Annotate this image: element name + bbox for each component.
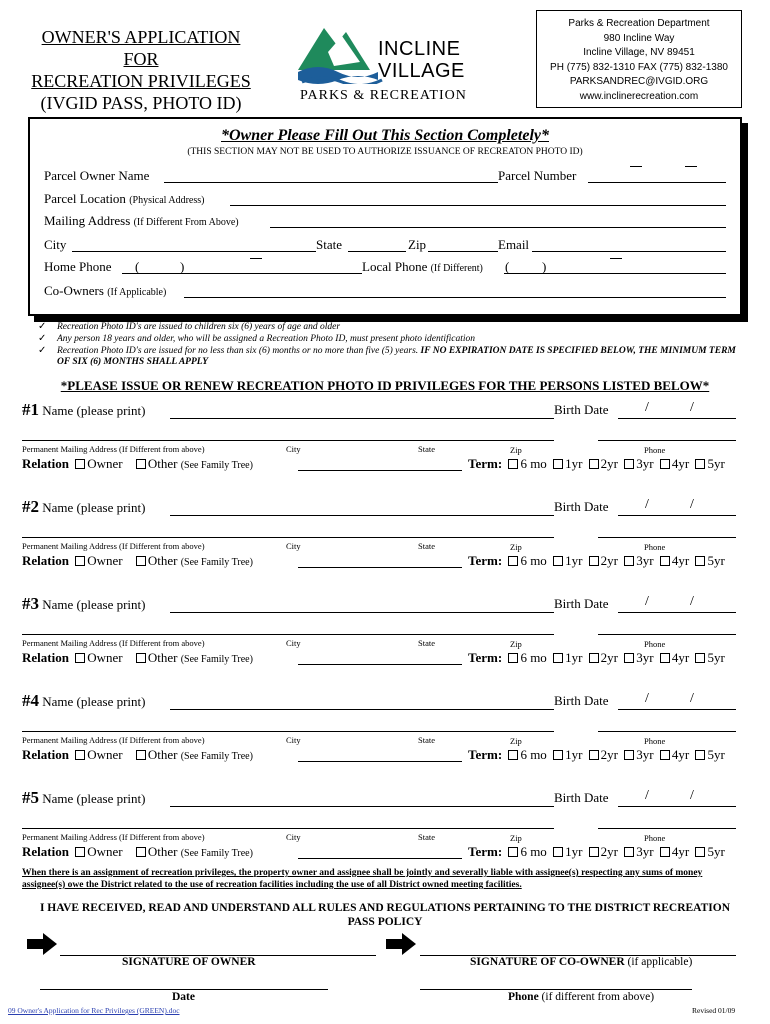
term-option-label: 1yr — [565, 650, 583, 665]
mailing-address-field[interactable] — [22, 828, 554, 829]
coowners-field[interactable] — [184, 297, 726, 298]
birth-date-slash: / — [690, 691, 694, 706]
relation-row — [22, 456, 253, 472]
term-option-label: 2yr — [600, 747, 618, 762]
acknowledgement-text: I HAVE RECEIVED, READ AND UNDERSTAND ALL RULES AND REGULATIONS PERTAINING TO THE DISTRICT RECREATION PASS POLICY — [39, 902, 731, 928]
state-label: State — [418, 832, 435, 842]
relation-label: Relation — [22, 747, 69, 762]
owner-label: Owner — [87, 650, 123, 665]
term-option-label: 6 mo — [520, 844, 547, 859]
person-name-label: #1 Name (please print) — [22, 400, 146, 419]
term-row — [468, 456, 725, 472]
term-option-label: 3yr — [636, 844, 654, 859]
term-checkbox[interactable] — [553, 847, 563, 857]
phone-dash — [250, 258, 262, 259]
term-row — [468, 747, 725, 763]
home-phone-field[interactable] — [122, 273, 362, 274]
term-checkbox[interactable] — [695, 459, 705, 469]
term-checkbox[interactable] — [589, 556, 599, 566]
birth-date-slash: / — [645, 594, 649, 609]
birth-date-slash: / — [690, 788, 694, 803]
person-name-field[interactable] — [170, 612, 554, 613]
mailing-address-label: Mailing Address (If Different From Above) — [44, 213, 239, 228]
home-phone-paren-close: ) — [180, 259, 185, 274]
phone-field[interactable] — [598, 537, 736, 538]
zip-label: Zip — [510, 639, 522, 649]
other-label: Other — [147, 844, 178, 859]
term-option-label: 5yr — [707, 650, 725, 665]
owner-checkbox[interactable] — [75, 847, 85, 857]
person-name-field[interactable] — [170, 709, 554, 710]
birth-date-label: Birth Date — [554, 790, 609, 805]
title-line-2: FOR — [123, 49, 159, 69]
other-checkbox[interactable] — [136, 653, 146, 663]
check-icon: ✓ — [38, 321, 47, 332]
birth-date-slash: / — [690, 594, 694, 609]
term-row — [468, 650, 725, 666]
owner-label: Owner — [87, 456, 123, 471]
coowners-label: Co-Owners (If Applicable) — [44, 283, 167, 298]
local-phone-label: Local Phone (If Different) — [362, 259, 483, 274]
title-line-1: OWNER'S APPLICATION — [41, 27, 241, 47]
term-option-label: 6 mo — [520, 650, 547, 665]
person-name-label: #4 Name (please print) — [22, 691, 146, 710]
term-option-label: 5yr — [707, 456, 725, 471]
birth-date-slash: / — [645, 400, 649, 415]
phone-field[interactable] — [598, 828, 736, 829]
owner-checkbox[interactable] — [75, 653, 85, 663]
footer-filename: 09 Owner's Application for Rec Privileges (GREEN).doc — [8, 1006, 180, 1015]
form-title — [0, 26, 282, 116]
term-option-label: 5yr — [707, 844, 725, 859]
parcel-owner-label: Parcel Owner Name — [44, 168, 150, 183]
relation-label: Relation — [22, 844, 69, 859]
phone-field[interactable] — [420, 989, 692, 990]
parcel-number-label: Parcel Number — [498, 168, 577, 183]
term-checkbox[interactable] — [695, 847, 705, 857]
coowner-signature-label: SIGNATURE OF CO-OWNER (if applicable) — [470, 956, 693, 968]
term-checkbox[interactable] — [660, 653, 670, 663]
term-checkbox[interactable] — [508, 556, 518, 566]
other-label: Other — [147, 553, 178, 568]
term-checkbox[interactable] — [624, 459, 634, 469]
birth-date-field[interactable] — [618, 612, 736, 613]
term-checkbox[interactable] — [589, 653, 599, 663]
phone-field[interactable] — [598, 634, 736, 635]
owner-checkbox[interactable] — [75, 556, 85, 566]
state-label: State — [418, 541, 435, 551]
term-option-label: 6 mo — [520, 747, 547, 762]
birth-date-label: Birth Date — [554, 499, 609, 514]
local-phone-paren-close: ) — [542, 259, 547, 274]
parcel-number-field[interactable] — [588, 182, 726, 183]
contact-line: Parks & Recreation Department — [568, 18, 710, 29]
mailing-address-label: Permanent Mailing Address (If Different from above) — [22, 735, 205, 745]
term-option-label: 4yr — [671, 456, 690, 471]
owner-label: Owner — [87, 553, 123, 568]
birth-date-label: Birth Date — [554, 693, 609, 708]
contact-line: PH (775) 832-1310 FAX (775) 832-1380 — [550, 61, 728, 73]
city-label: City — [286, 444, 301, 454]
owner-label: Owner — [87, 747, 123, 762]
term-option-label: 2yr — [600, 456, 618, 471]
home-phone-paren-open: ( — [135, 259, 140, 274]
other-note: (See Family Tree) — [180, 557, 253, 568]
term-option-label: 5yr — [707, 747, 725, 762]
other-note: (See Family Tree) — [180, 460, 253, 471]
arrow-right-icon — [27, 933, 57, 955]
birth-date-field[interactable] — [618, 806, 736, 807]
phone-label: Phone — [644, 736, 666, 746]
term-checkbox[interactable] — [553, 556, 563, 566]
mailing-address-label: Permanent Mailing Address (If Different from above) — [22, 832, 205, 842]
term-checkbox[interactable] — [695, 750, 705, 760]
owner-label: Owner — [87, 844, 123, 859]
state-field[interactable] — [348, 251, 406, 252]
city-field[interactable] — [72, 251, 316, 252]
mailing-address-field[interactable] — [270, 227, 726, 228]
parcel-number-dash — [630, 166, 642, 167]
check-icon: ✓ — [38, 345, 47, 356]
phone-label: Phone — [644, 833, 666, 843]
note-line-1: Recreation Photo ID's are issued to children six (6) years of age and older — [57, 322, 341, 332]
term-label: Term: — [468, 553, 503, 568]
term-checkbox[interactable] — [553, 750, 563, 760]
owner-section-subheading: (THIS SECTION MAY NOT BE USED TO AUTHORIZE ISSUANCE OF RECREATON PHOTO ID) — [187, 147, 583, 157]
contact-email: PARKSANDREC@IVGID.ORG — [569, 76, 709, 87]
state-label: State — [418, 638, 435, 648]
term-checkbox[interactable] — [695, 653, 705, 663]
phone-label: Phone — [644, 639, 666, 649]
contact-line: 980 Incline Way — [603, 32, 675, 44]
term-option-label: 3yr — [636, 650, 654, 665]
term-checkbox[interactable] — [553, 653, 563, 663]
owner-signature-label: SIGNATURE OF OWNER — [122, 956, 256, 968]
term-option-label: 1yr — [565, 553, 583, 568]
relation-label: Relation — [22, 553, 69, 568]
term-checkbox[interactable] — [589, 847, 599, 857]
home-phone-label: Home Phone — [44, 259, 112, 274]
assignment-note: When there is an assignment of recreation privileges, the property owner and assignee shall be jointly and severally liable with assignee(s) respecting any sums of money assignee(s) owe the District related to the use of recreation facilities including the use of all District owned meeting facilities. — [22, 868, 703, 890]
other-checkbox[interactable] — [136, 556, 146, 566]
local-phone-field[interactable] — [504, 273, 726, 274]
mountain-logo-icon — [298, 22, 388, 84]
date-label: Date — [172, 991, 195, 1003]
term-option-label: 1yr — [565, 844, 583, 859]
logo-text-incline: INCLINE — [378, 38, 461, 60]
email-label: Email — [498, 237, 530, 252]
term-option-label: 3yr — [636, 747, 654, 762]
note-line-3: Recreation Photo ID's are issued for no less than six (6) months or no more than five (5) years. IF NO EXPIRATION DATE IS SPECIFIED BELOW, THE MINIMUM TERM OF SIX (6) MONTHS SHALL APPLY — [57, 346, 736, 367]
term-option-label: 3yr — [636, 553, 654, 568]
parcel-number-dash — [685, 166, 697, 167]
other-note: (See Family Tree) — [180, 654, 253, 665]
check-icon: ✓ — [38, 333, 47, 344]
zip-field[interactable] — [428, 251, 498, 252]
person-name-label: #2 Name (please print) — [22, 497, 146, 516]
city-label: City — [286, 638, 301, 648]
mailing-address-field[interactable] — [22, 731, 554, 732]
relation-row — [22, 650, 253, 666]
term-checkbox[interactable] — [660, 847, 670, 857]
contact-info-box — [536, 10, 742, 108]
phone-dash — [610, 258, 622, 259]
term-option-label: 4yr — [671, 747, 690, 762]
state-label: State — [418, 444, 435, 454]
other-label: Other — [147, 456, 178, 471]
term-label: Term: — [468, 456, 503, 471]
mailing-address-label: Permanent Mailing Address (If Different from above) — [22, 444, 205, 454]
term-checkbox[interactable] — [660, 750, 670, 760]
city-label: City — [286, 541, 301, 551]
zip-label: Zip — [408, 237, 427, 252]
birth-date-field[interactable] — [618, 418, 736, 419]
term-checkbox[interactable] — [553, 459, 563, 469]
phone-field[interactable] — [598, 440, 736, 441]
relation-label: Relation — [22, 456, 69, 471]
birth-date-label: Birth Date — [554, 402, 609, 417]
term-label: Term: — [468, 650, 503, 665]
birth-date-slash: / — [645, 691, 649, 706]
birth-date-slash: / — [690, 400, 694, 415]
city-label: City — [44, 237, 67, 252]
city-label: City — [286, 832, 301, 842]
local-phone-paren-open: ( — [505, 259, 510, 274]
term-checkbox[interactable] — [589, 459, 599, 469]
term-checkbox[interactable] — [508, 847, 518, 857]
relation-label: Relation — [22, 650, 69, 665]
footer-revised: Revised 01/09 — [692, 1006, 736, 1015]
term-option-label: 2yr — [600, 553, 618, 568]
term-checkbox[interactable] — [508, 653, 518, 663]
zip-label: Zip — [510, 445, 522, 455]
other-relation-field[interactable] — [298, 470, 462, 471]
owner-checkbox[interactable] — [75, 459, 85, 469]
mailing-address-field[interactable] — [22, 634, 554, 635]
mailing-address-field[interactable] — [22, 537, 554, 538]
person-name-label: #5 Name (please print) — [22, 788, 146, 807]
city-label: City — [286, 735, 301, 745]
term-label: Term: — [468, 844, 503, 859]
other-relation-field[interactable] — [298, 858, 462, 859]
term-checkbox[interactable] — [624, 750, 634, 760]
relation-row — [22, 844, 253, 860]
birth-date-slash: / — [645, 788, 649, 803]
email-field[interactable] — [532, 251, 726, 252]
term-checkbox[interactable] — [624, 847, 634, 857]
title-line-4: (IVGID PASS, PHOTO ID) — [40, 93, 242, 113]
persons-heading: *PLEASE ISSUE OR RENEW RECREATION PHOTO ID PRIVILEGES FOR THE PERSONS LISTED BELOW* — [60, 378, 710, 393]
other-label: Other — [147, 747, 178, 762]
other-note: (See Family Tree) — [180, 848, 253, 859]
mailing-address-label: Permanent Mailing Address (If Different from above) — [22, 541, 205, 551]
term-option-label: 6 mo — [520, 456, 547, 471]
birth-date-field[interactable] — [618, 709, 736, 710]
phone-field[interactable] — [598, 731, 736, 732]
term-option-label: 4yr — [671, 553, 690, 568]
term-option-label: 4yr — [671, 650, 690, 665]
term-checkbox[interactable] — [695, 556, 705, 566]
parcel-owner-field[interactable] — [164, 182, 498, 183]
birth-date-slash: / — [645, 497, 649, 512]
term-option-label: 1yr — [565, 747, 583, 762]
term-option-label: 6 mo — [520, 553, 547, 568]
other-relation-field[interactable] — [298, 567, 462, 568]
birth-date-label: Birth Date — [554, 596, 609, 611]
zip-label: Zip — [510, 833, 522, 843]
term-checkbox[interactable] — [508, 459, 518, 469]
term-label: Term: — [468, 747, 503, 762]
date-field[interactable] — [40, 989, 328, 990]
term-option-label: 4yr — [671, 844, 690, 859]
term-option-label: 5yr — [707, 553, 725, 568]
birth-date-slash: / — [690, 497, 694, 512]
contact-line: Incline Village, NV 89451 — [583, 47, 695, 58]
term-checkbox[interactable] — [589, 750, 599, 760]
other-checkbox[interactable] — [136, 750, 146, 760]
relation-row — [22, 553, 253, 569]
logo-tagline: PARKS & RECREATION — [300, 88, 467, 103]
incline-village-logo — [298, 20, 473, 106]
other-checkbox[interactable] — [136, 459, 146, 469]
arrow-right-icon — [386, 933, 416, 955]
term-option-label: 1yr — [565, 456, 583, 471]
term-row — [468, 844, 725, 860]
logo-text-village: VILLAGE — [378, 60, 465, 82]
term-row — [468, 553, 725, 569]
person-name-field[interactable] — [170, 515, 554, 516]
phone-label: Phone (if different from above) — [508, 991, 655, 1003]
title-line-3: RECREATION PRIVILEGES — [31, 71, 251, 91]
other-note: (See Family Tree) — [180, 751, 253, 762]
mailing-address-label: Permanent Mailing Address (If Different from above) — [22, 638, 205, 648]
term-checkbox[interactable] — [660, 459, 670, 469]
person-name-field[interactable] — [170, 806, 554, 807]
parcel-location-field[interactable] — [230, 205, 726, 206]
other-checkbox[interactable] — [136, 847, 146, 857]
zip-label: Zip — [510, 542, 522, 552]
term-option-label: 2yr — [600, 844, 618, 859]
phone-label: Phone — [644, 542, 666, 552]
person-name-label: #3 Name (please print) — [22, 594, 146, 613]
term-checkbox[interactable] — [660, 556, 670, 566]
relation-row — [22, 747, 253, 763]
term-checkbox[interactable] — [624, 556, 634, 566]
term-checkbox[interactable] — [508, 750, 518, 760]
term-option-label: 2yr — [600, 650, 618, 665]
parcel-location-label: Parcel Location (Physical Address) — [44, 191, 205, 206]
person-name-field[interactable] — [170, 418, 554, 419]
state-label: State — [316, 237, 342, 252]
birth-date-field[interactable] — [618, 515, 736, 516]
mailing-address-field[interactable] — [22, 440, 554, 441]
phone-label: Phone — [644, 445, 666, 455]
contact-website: www.inclinerecreation.com — [579, 90, 699, 102]
other-relation-field[interactable] — [298, 664, 462, 665]
note-line-2: Any person 18 years and older, who will be assigned a Recreation Photo ID, must present photo identification — [57, 334, 476, 344]
term-checkbox[interactable] — [624, 653, 634, 663]
other-label: Other — [147, 650, 178, 665]
zip-label: Zip — [510, 736, 522, 746]
owner-section-heading: *Owner Please Fill Out This Section Completely* — [221, 127, 549, 144]
state-label: State — [418, 735, 435, 745]
owner-checkbox[interactable] — [75, 750, 85, 760]
other-relation-field[interactable] — [298, 761, 462, 762]
term-option-label: 3yr — [636, 456, 654, 471]
